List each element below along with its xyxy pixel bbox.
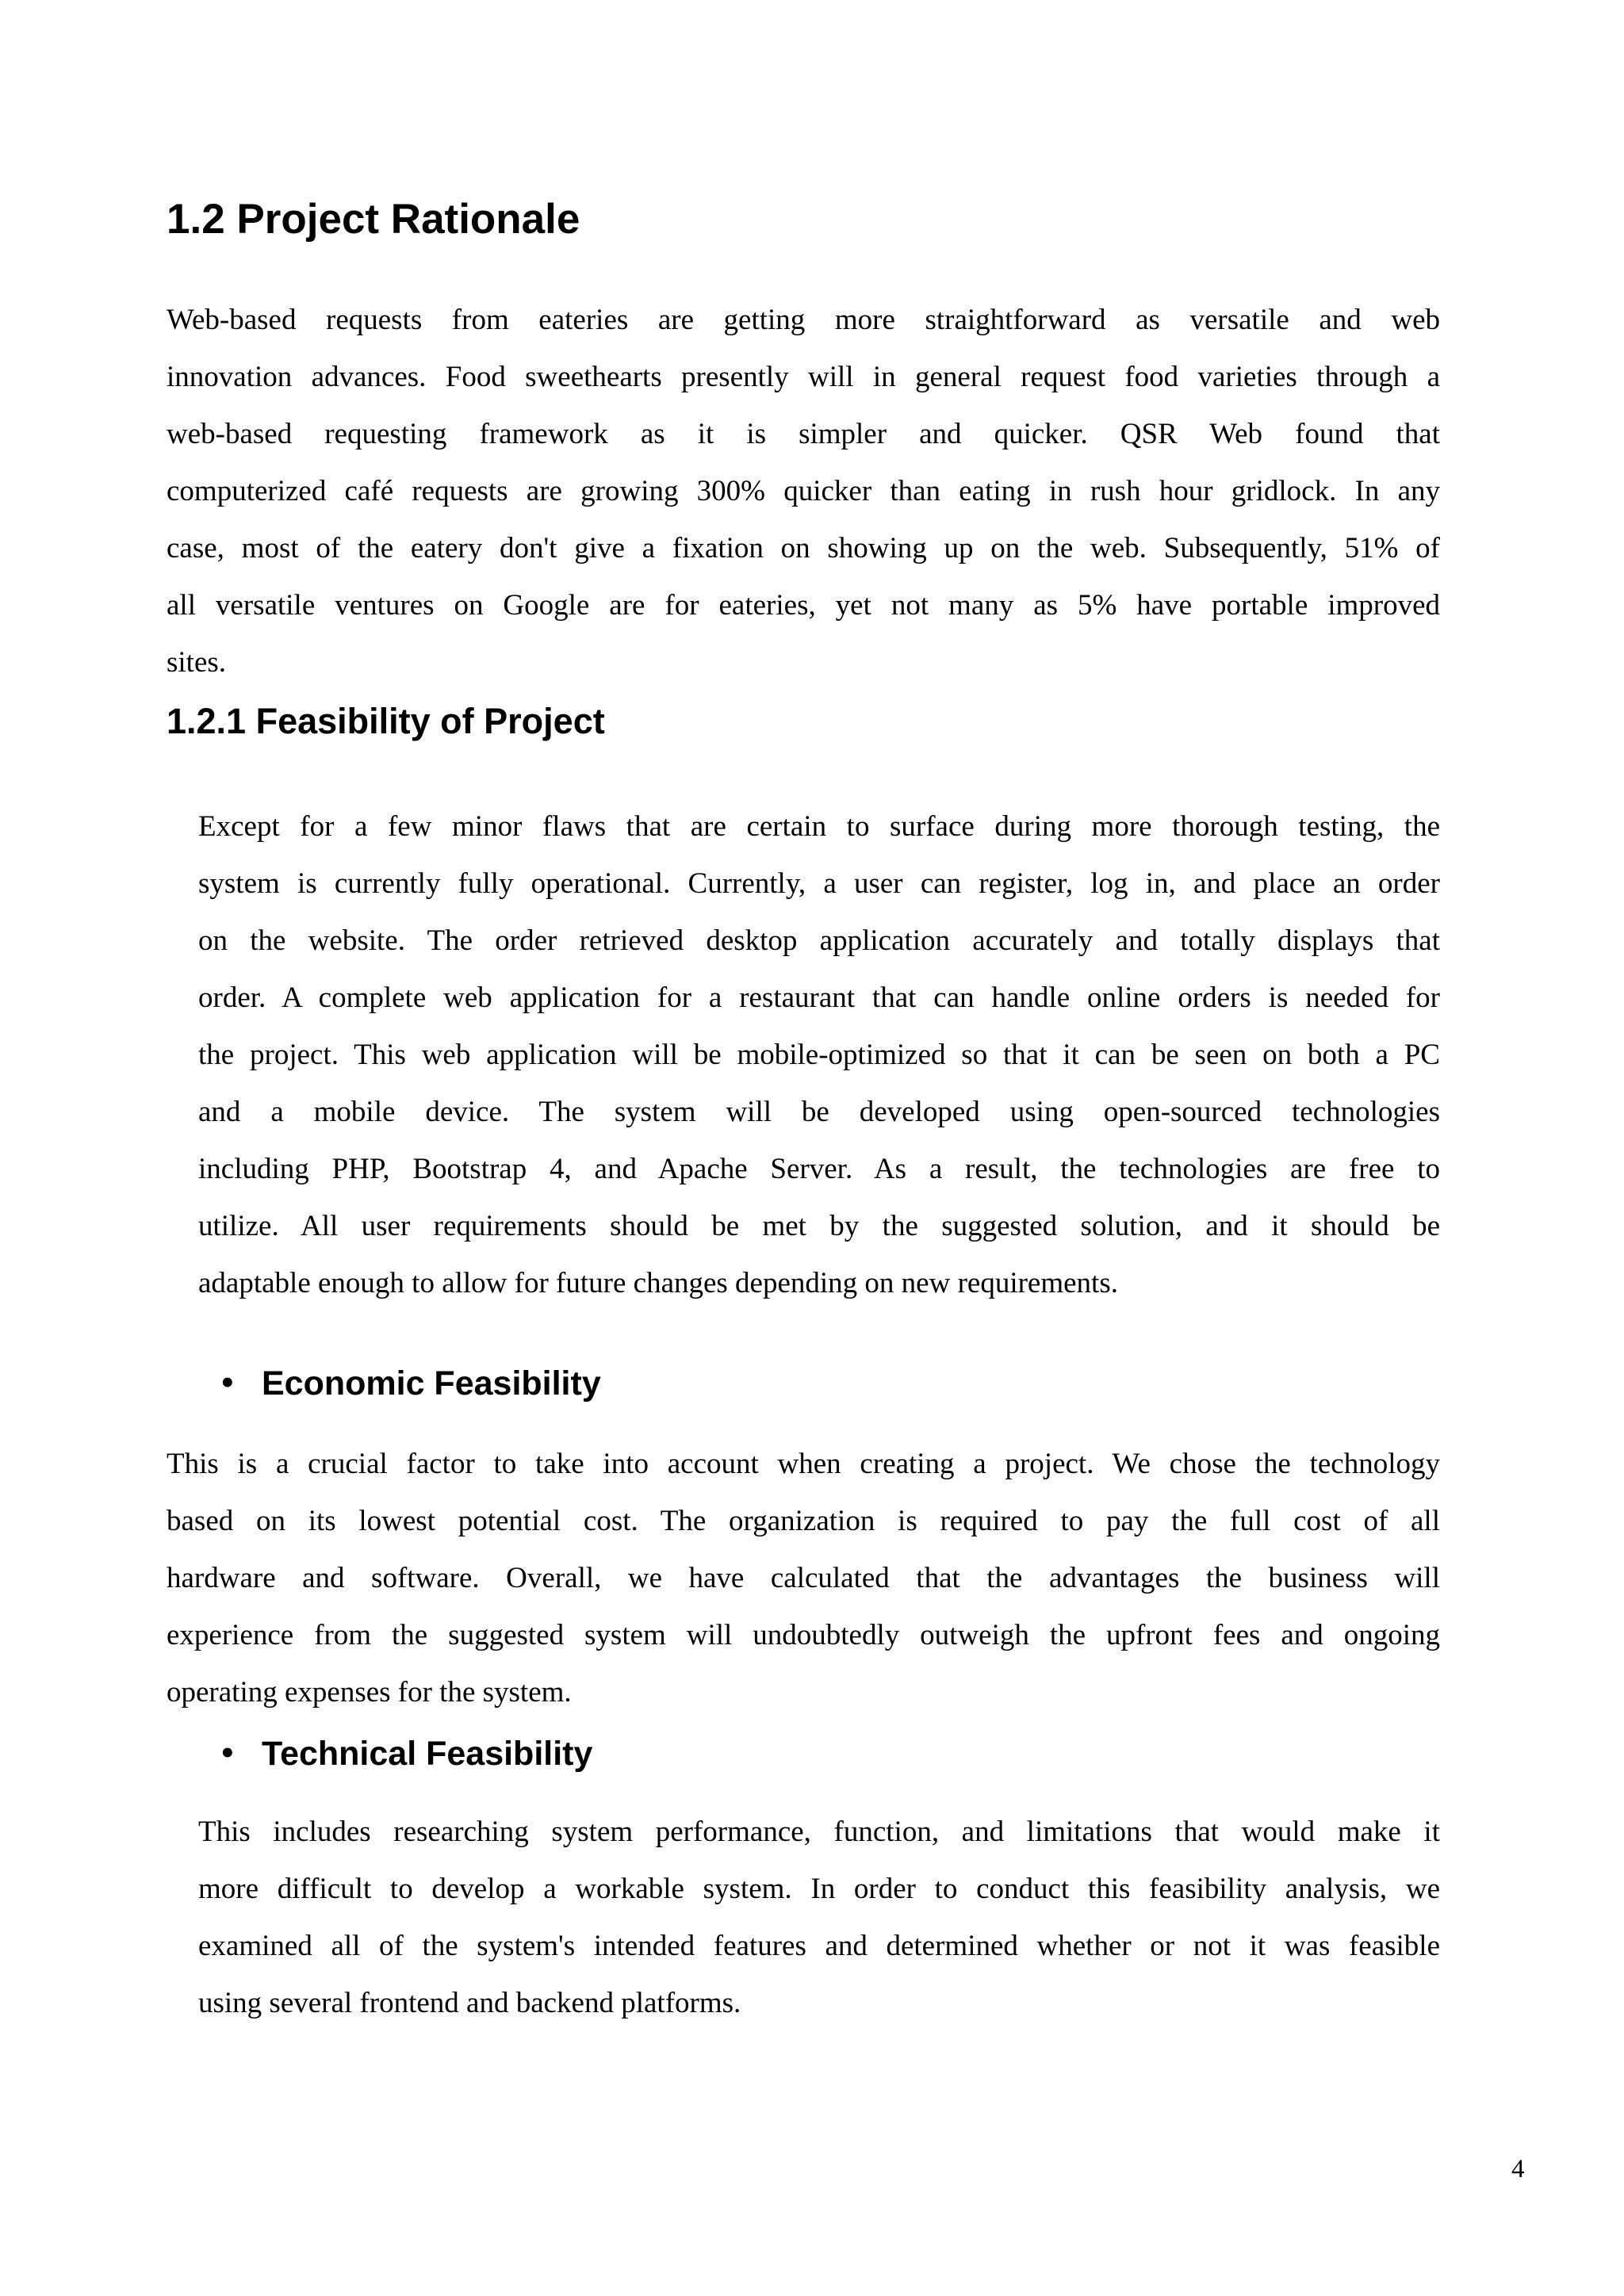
text-line: experience from the suggested system will undoubtedly outweigh the upfront fees and ongoing bbox=[167, 1619, 1440, 1651]
text-line: innovation advances. Food sweethearts presently will in general request food varieties through a bbox=[167, 361, 1440, 393]
text-line: based on its lowest potential cost. The organization is required to pay the full cost of all bbox=[167, 1505, 1440, 1537]
text-line: This is a crucial factor to take into account when creating a project. We chose the technology bbox=[167, 1448, 1440, 1480]
text-line: Web-based requests from eateries are getting more straightforward as versatile and web bbox=[167, 304, 1440, 336]
bullet-icon: • bbox=[219, 1368, 236, 1399]
page-number: 4 bbox=[1511, 2155, 1525, 2183]
text-line: operating expenses for the system. bbox=[167, 1676, 572, 1709]
text-line: web-based requesting framework as it is simpler and quicker. QSR Web found that bbox=[167, 418, 1440, 450]
text-line: utilize. All user requirements should be met by the suggested solution, and it should be bbox=[198, 1210, 1440, 1242]
text-line: and a mobile device. The system will be developed using open-sourced technologies bbox=[198, 1096, 1440, 1128]
text-line: computerized café requests are growing 300% quicker than eating in rush hour gridlock. In any bbox=[167, 475, 1440, 507]
paragraph-technical bbox=[198, 1804, 1440, 2032]
text-line: using several frontend and backend platforms. bbox=[198, 1987, 741, 2019]
text-line: system is currently fully operational. Currently, a user can register, log in, and place an order bbox=[198, 867, 1440, 900]
text-line: hardware and software. Overall, we have calculated that the advantages the business will bbox=[167, 1562, 1440, 1594]
text-line: including PHP, Bootstrap 4, and Apache Server. As a result, the technologies are free to bbox=[198, 1153, 1440, 1185]
paragraph-rationale bbox=[167, 292, 1440, 691]
text-line: examined all of the system's intended features and determined whether or not it was feasible bbox=[198, 1930, 1440, 1962]
text-line: adaptable enough to allow for future changes depending on new requirements. bbox=[198, 1267, 1118, 1299]
section-heading: 1.2 Project Rationale bbox=[167, 196, 580, 243]
economic-feasibility-heading: Economic Feasibility bbox=[262, 1364, 601, 1402]
subsection-heading: 1.2.1 Feasibility of Project bbox=[167, 701, 605, 741]
text-line: more difficult to develop a workable system. In order to conduct this feasibility analysis, we bbox=[198, 1873, 1440, 1905]
text-line: sites. bbox=[167, 646, 227, 679]
text-line: Except for a few minor flaws that are certain to surface during more thorough testing, the bbox=[198, 810, 1440, 843]
text-line: on the website. The order retrieved desktop application accurately and totally displays that bbox=[198, 924, 1440, 957]
paragraph-economic bbox=[167, 1436, 1440, 1721]
text-line: all versatile ventures on Google are for eateries, yet not many as 5% have portable improved bbox=[167, 589, 1440, 622]
paragraph-feasibility bbox=[198, 798, 1440, 1312]
technical-feasibility-heading: Technical Feasibility bbox=[262, 1735, 593, 1773]
text-line: This includes researching system performance, function, and limitations that would make it bbox=[198, 1816, 1440, 1848]
bullet-icon: • bbox=[219, 1738, 236, 1770]
text-line: the project. This web application will be mobile-optimized so that it can be seen on both a PC bbox=[198, 1039, 1440, 1071]
text-line: case, most of the eatery don't give a fixation on showing up on the web. Subsequently, 51% of bbox=[167, 532, 1440, 564]
text-line: order. A complete web application for a restaurant that can handle online orders is needed for bbox=[198, 982, 1440, 1014]
